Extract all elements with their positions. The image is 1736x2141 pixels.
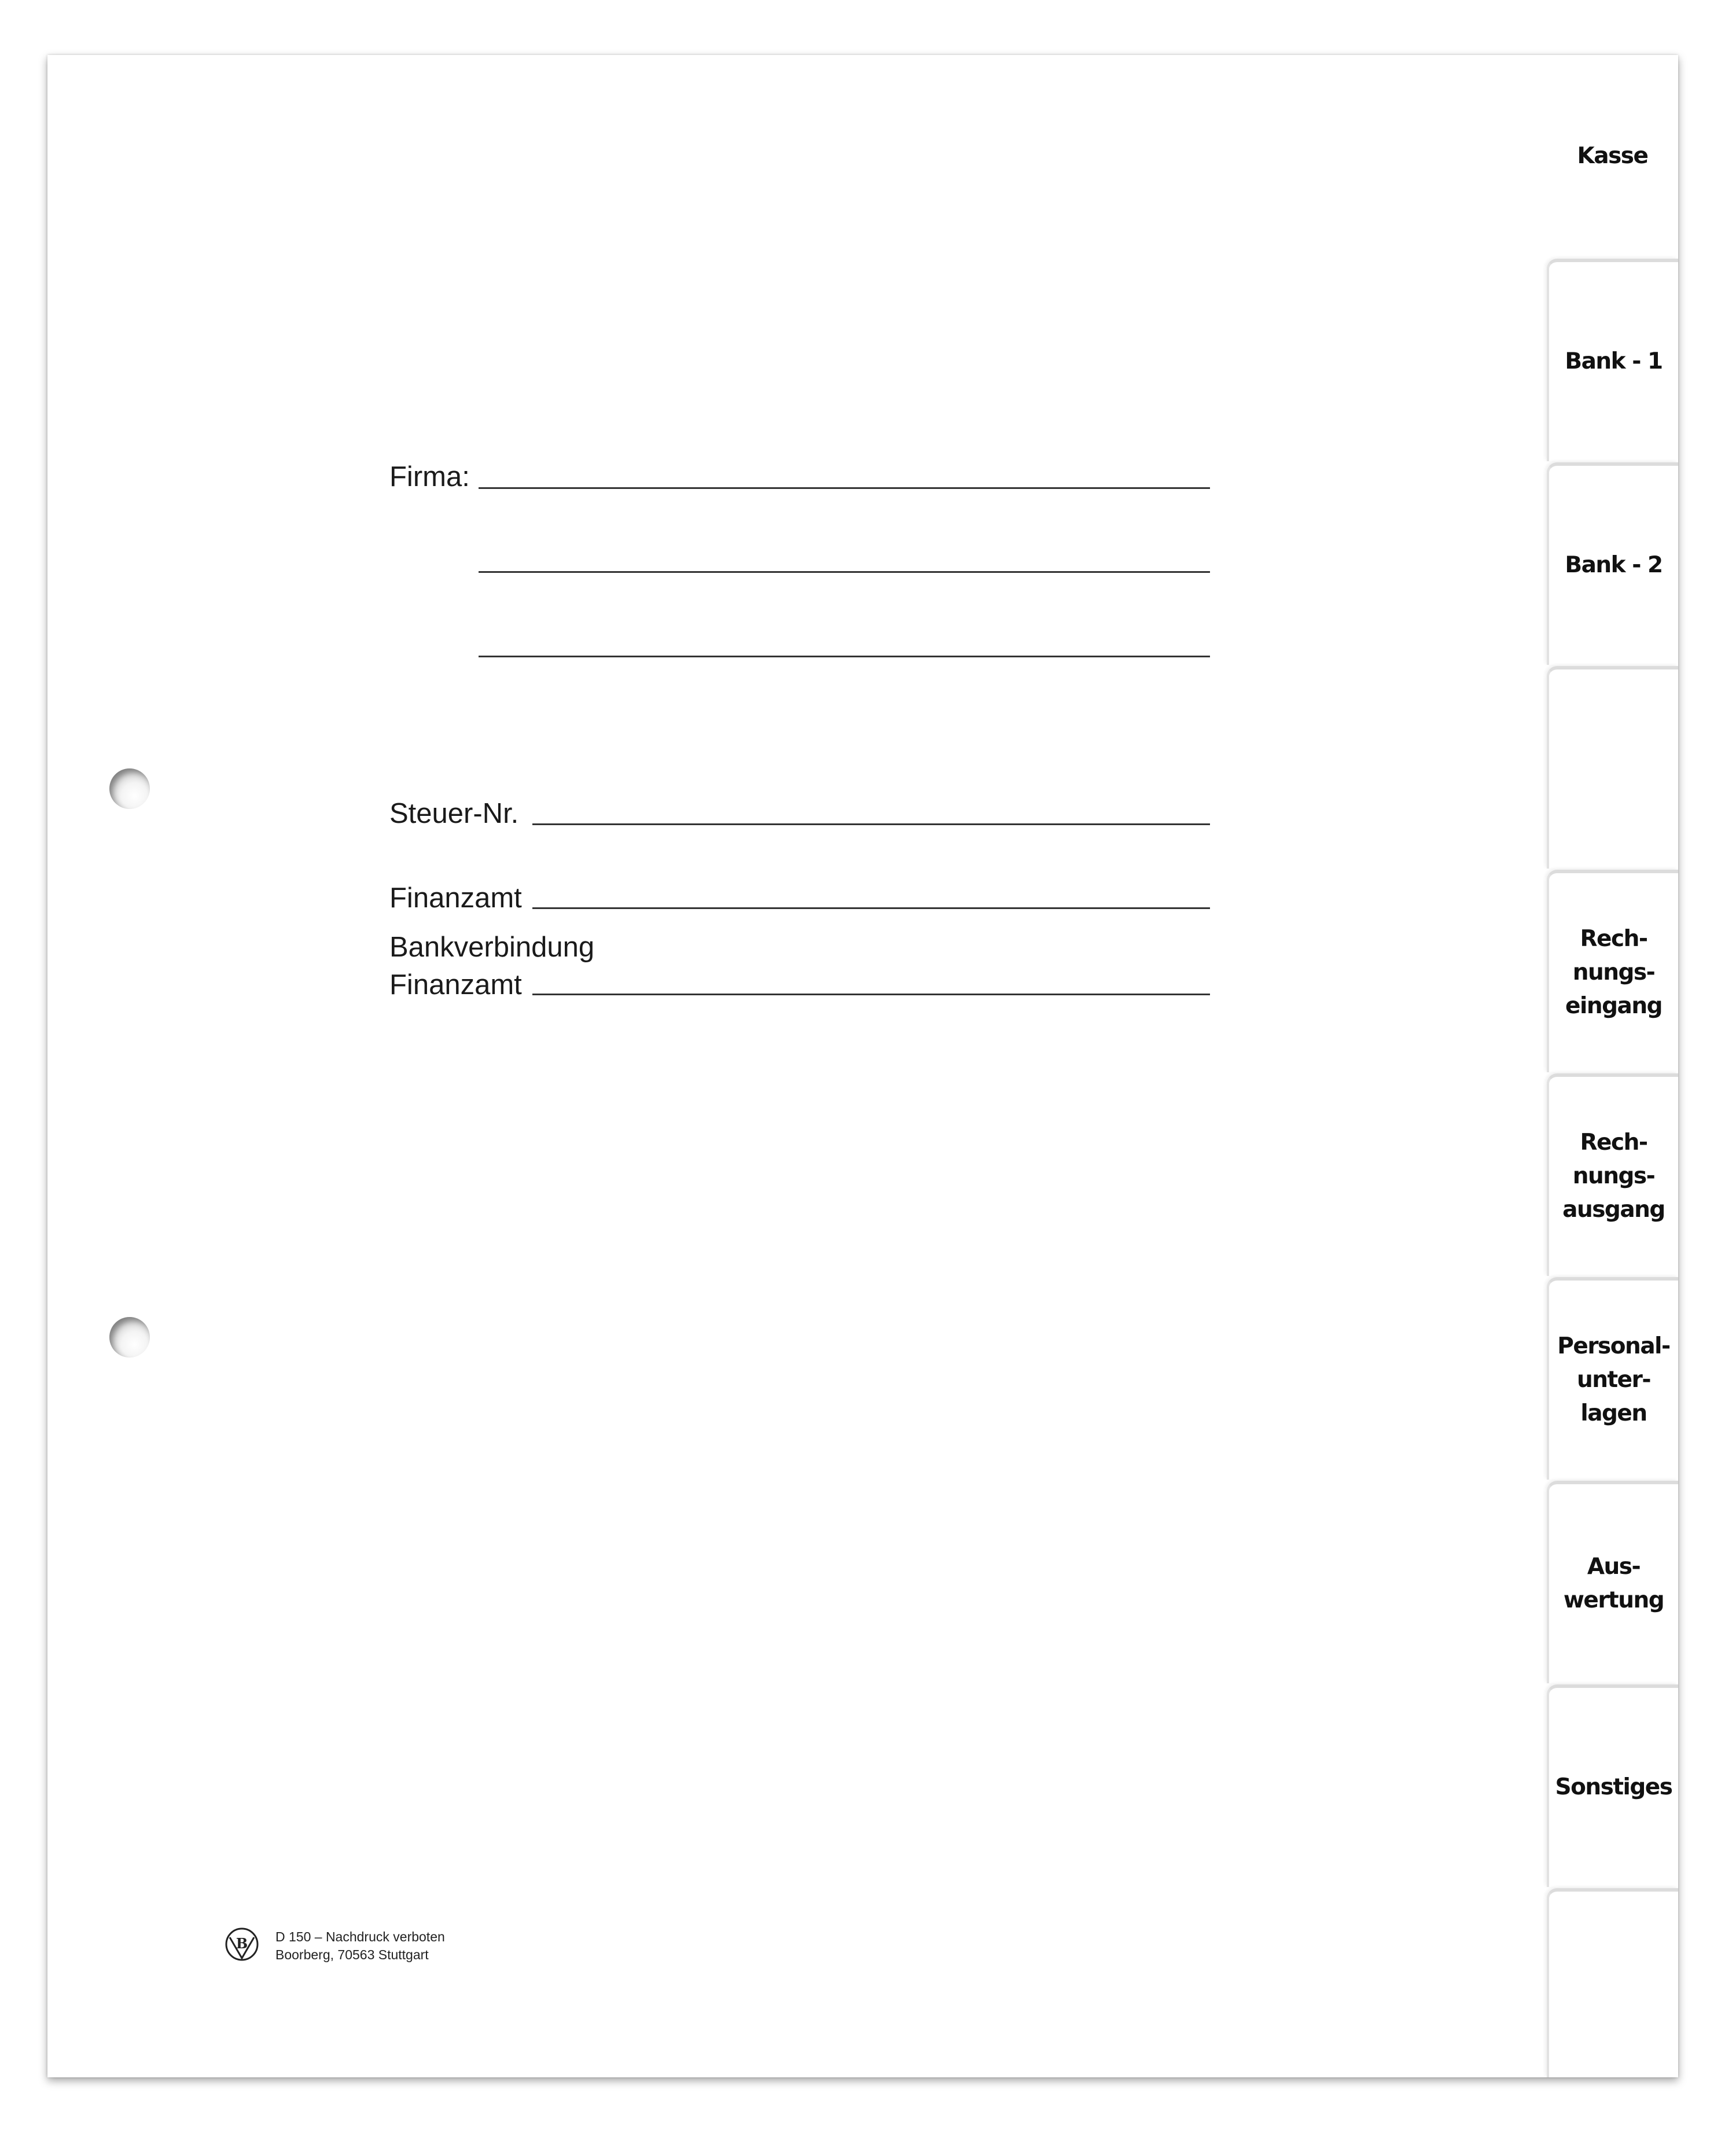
tab-label: Rech- nungs- ausgang: [1562, 1130, 1665, 1223]
publisher-imprint-line-2: Boorberg, 70563 Stuttgart: [275, 1947, 429, 1962]
bankverbindung-label: Bankverbindung: [389, 932, 595, 963]
tab-blank-bottom[interactable]: [1547, 1888, 1678, 2077]
tab-label: Rech- nungs- eingang: [1565, 926, 1662, 1019]
tab-bank-1[interactable]: [1547, 259, 1678, 461]
tab-blank[interactable]: [1547, 666, 1678, 869]
tab-label: Personal- unter- lagen: [1557, 1333, 1670, 1426]
firma-label: Firma:: [389, 461, 470, 492]
tab-label: Kasse: [1577, 143, 1648, 169]
firma-line-1: [479, 487, 1210, 489]
tab-rechnungseingang[interactable]: [1547, 870, 1678, 1072]
tab-label: Aus- wertung: [1563, 1554, 1664, 1613]
publisher-logo-icon: [225, 1927, 259, 1962]
publisher-imprint-line-1: D 150 – Nachdruck verboten: [275, 1929, 445, 1944]
punch-hole-upper: [109, 768, 150, 809]
tab-kasse[interactable]: [1547, 55, 1678, 257]
firma-line-3: [479, 656, 1210, 657]
tab-bank-2[interactable]: [1547, 462, 1678, 665]
finanzamt-line: [532, 907, 1210, 909]
punch-hole-lower: [109, 1317, 150, 1358]
tab-label: Sonstiges: [1555, 1774, 1672, 1800]
tab-rechnungsausgang[interactable]: [1547, 1073, 1678, 1276]
finanzamt-label: Finanzamt: [389, 882, 522, 914]
bankverbindung-line: [532, 994, 1210, 995]
publisher-logo-letter: B: [236, 1935, 248, 1952]
bankverbindung-finanzamt-label: Finanzamt: [389, 969, 522, 1000]
tab-auswertung[interactable]: [1547, 1481, 1678, 1683]
tab-personalunterlagen[interactable]: [1547, 1277, 1678, 1480]
index-tab-strip: [1547, 55, 1678, 2077]
tab-label: Bank - 1: [1565, 348, 1663, 374]
steuer-nr-line: [532, 823, 1210, 825]
tab-label: Bank - 2: [1565, 552, 1663, 578]
register-sheet: [47, 55, 1678, 2077]
firma-line-2: [479, 571, 1210, 573]
tab-sonstiges[interactable]: [1547, 1684, 1678, 1887]
steuer-nr-label: Steuer-Nr.: [389, 798, 519, 829]
